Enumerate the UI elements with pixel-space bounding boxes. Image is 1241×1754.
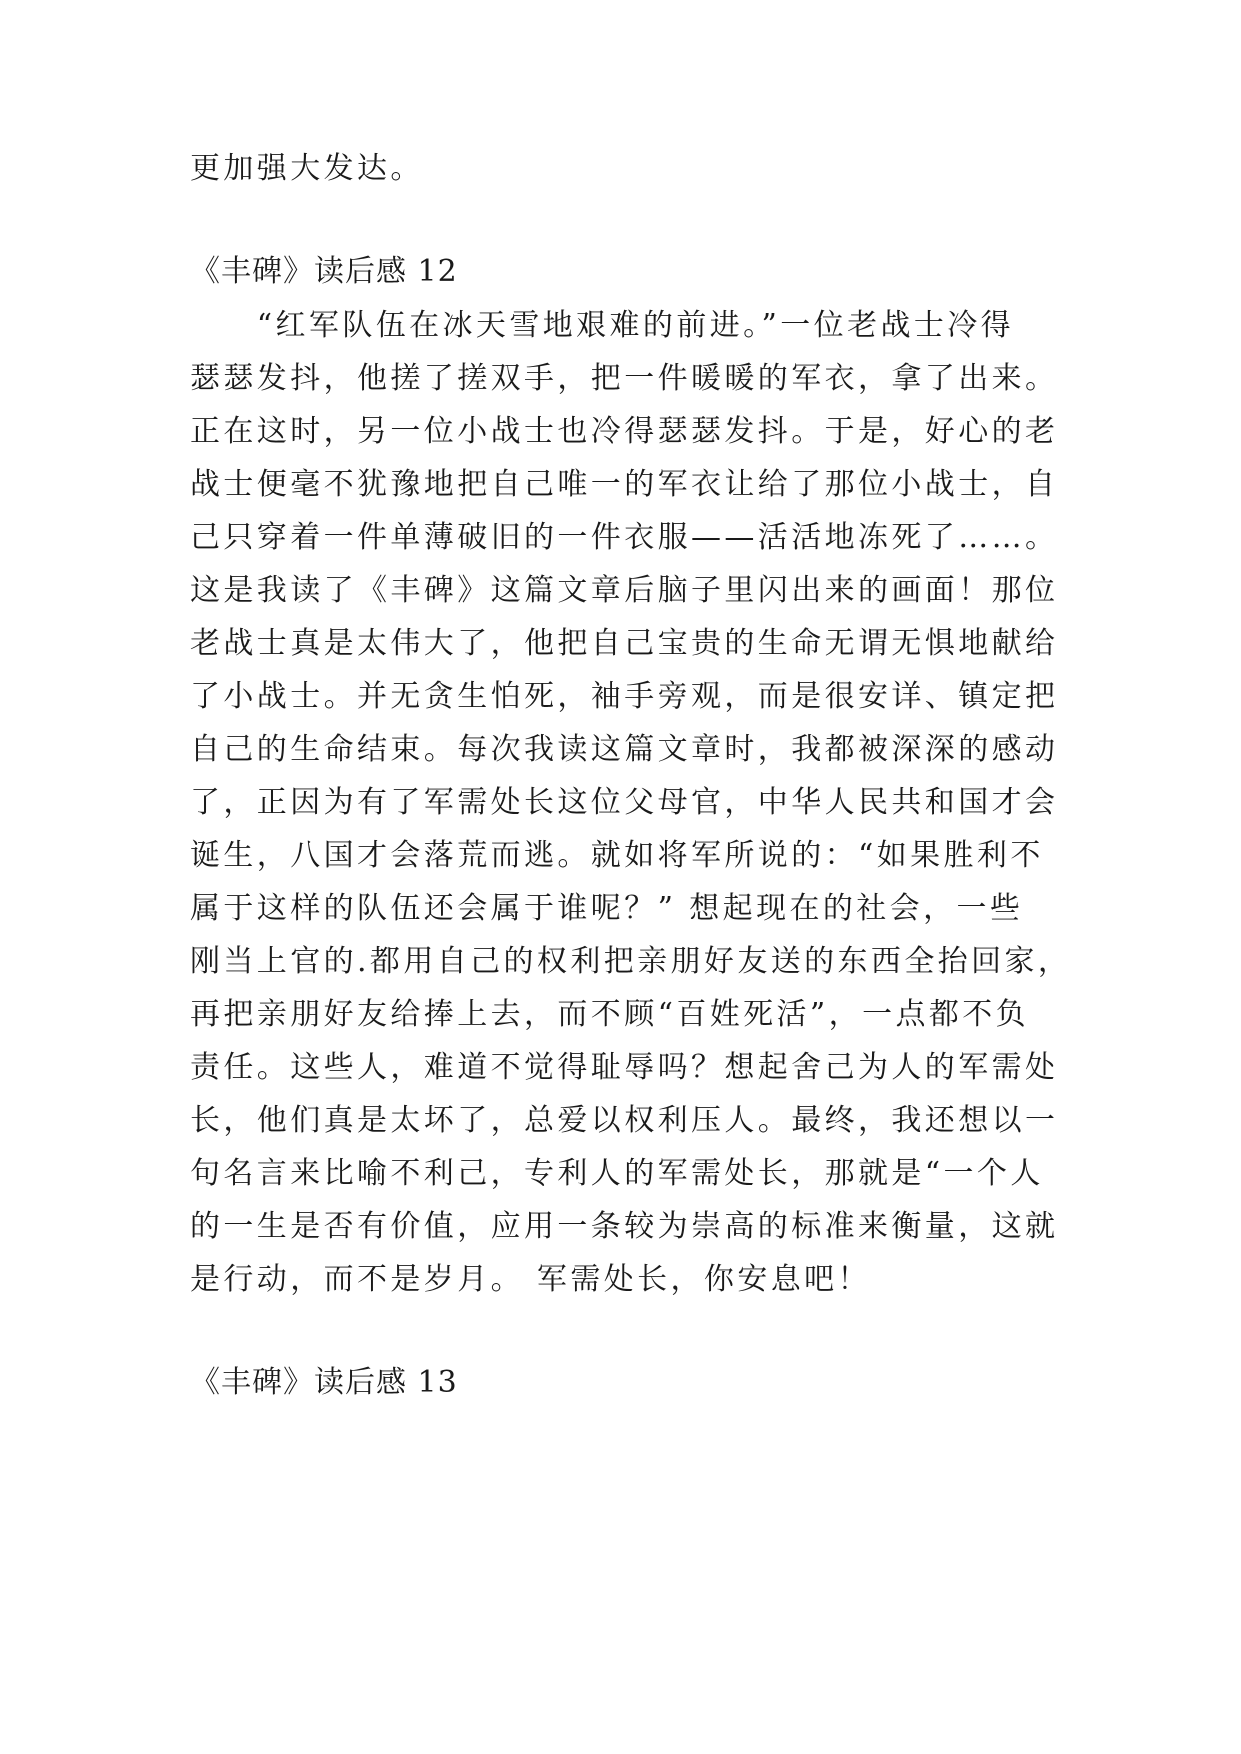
body-line: 了小战士。并无贪生怕死，袖手旁观，而是很安详、镇定把: [190, 679, 1059, 714]
body-line: “红军队伍在冰天雪地艰难的前进。”一位老战士冷得: [190, 308, 1015, 343]
section-12-title: 《丰碑》读后感 12: [190, 254, 458, 289]
body-line: 老战士真是太伟大了，他把自己宝贵的生命无谓无惧地献给: [190, 626, 1059, 661]
body-line: 是行动，而不是岁月。 军需处长，你安息吧！: [190, 1262, 871, 1297]
body-line: 的一生是否有价值，应用一条较为崇高的标准来衡量，这就: [190, 1209, 1059, 1244]
body-line: 再把亲朋好友给捧上去，而不顾“百姓死活”，一点都不负: [190, 997, 1030, 1032]
body-line: 刚当上官的.都用自己的权利把亲朋好友送的东西全抬回家，: [190, 944, 1072, 979]
body-line: 诞生，八国才会落荒而逃。就如将军所说的：“如果胜利不: [190, 838, 1044, 873]
body-line: 自己的生命结束。每次我读这篇文章时，我都被深深的感动: [190, 732, 1059, 767]
body-line: 这是我读了《丰碑》这篇文章后脑子里闪出来的画面！那位: [190, 573, 1059, 608]
body-line: 句名言来比喻不利己，专利人的军需处长，那就是“一个人: [190, 1156, 1044, 1191]
section-13-title: 《丰碑》读后感 13: [190, 1365, 458, 1400]
body-line: 正在这时，另一位小战士也冷得瑟瑟发抖。于是，好心的老: [190, 414, 1059, 449]
body-line: 瑟瑟发抖，他搓了搓双手，把一件暖暖的军衣，拿了出来。: [190, 361, 1059, 396]
body-line: 战士便毫不犹豫地把自己唯一的军衣让给了那位小战士，自: [190, 467, 1059, 502]
body-line: 己只穿着一件单薄破旧的一件衣服——活活地冻死了……。: [190, 520, 1059, 555]
body-line: 属于这样的队伍还会属于谁呢？” 想起现在的社会，一些: [190, 891, 1024, 926]
body-line: 了，正因为有了军需处长这位父母官，中华人民共和国才会: [190, 785, 1059, 820]
continuation-line: 更加强大发达。: [190, 151, 424, 186]
body-line: 长，他们真是太坏了，总爱以权利压人。最终，我还想以一: [190, 1103, 1059, 1138]
body-line: 责任。这些人，难道不觉得耻辱吗？想起舍己为人的军需处: [190, 1050, 1059, 1085]
